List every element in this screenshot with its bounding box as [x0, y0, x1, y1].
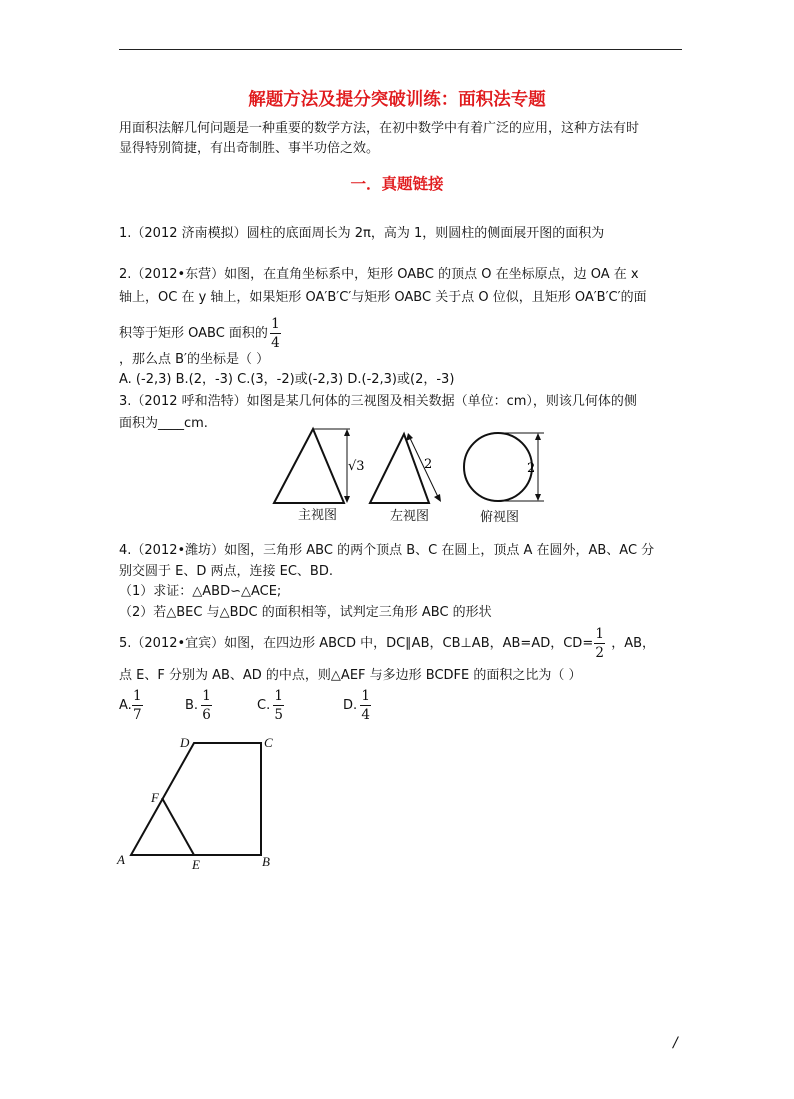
option-a-num: 1 [133, 688, 142, 704]
fraction-bar [270, 333, 281, 334]
page-title: 解题方法及提分突破训练：面积法专题 [248, 90, 546, 110]
point-f-label: F [151, 790, 159, 805]
question-5-line-1-text: 5.（2012•宜宾）如图，在四边形 ABCD 中，DC∥AB，CB⊥AB，AB=AD，CD= [119, 635, 594, 651]
question-2-tail: ，那么点 B′的坐标是（ ） [119, 352, 270, 367]
segment-ef [162, 798, 194, 855]
fraction-bar [132, 705, 143, 706]
header-rule [119, 49, 682, 50]
option-c [257, 688, 343, 723]
side-view-caption: 左视图 [390, 509, 430, 524]
point-b-label: B [262, 854, 270, 869]
top-view-circle [464, 433, 532, 501]
question-4-part-1: （1）求证：△ABD∽△ACE; [119, 584, 282, 599]
question-3-line-2: 面积为____cm. [119, 416, 208, 431]
question-5-line-2: 点 E、F 分别为 AB、AD 的中点，则△AEF 与多边形 BCDFE 的面积之比为（ ） [119, 668, 582, 683]
option-c-num: 1 [274, 688, 284, 704]
side-view-arrow-top [406, 433, 413, 441]
question-1: 1.（2012 济南模拟）圆柱的底面周长为 2π，高为 1，则圆柱的侧面展开图的面积为 [119, 226, 605, 241]
point-d-label: D [180, 735, 190, 750]
option-d-den: 4 [361, 707, 370, 723]
side-view-dim-label: 2 [424, 457, 433, 472]
question-4-line-2: 别交圆于 E、D 两点，连接 EC、BD. [119, 564, 333, 579]
question-5-line-1-tail: ，AB， [611, 635, 656, 651]
intro-line-2: 显得特别简捷，有出奇制胜、事半功倍之效。 [119, 141, 380, 156]
option-c-label: C. [257, 697, 271, 713]
question-2-line-3 [119, 316, 281, 351]
question-2-options: A. (-2,3) B.(2，-3) C.(3，-2)或(-2,3) D.(-2,3)或(2，-3) [119, 372, 455, 387]
front-view-dim-label: √3 [348, 459, 365, 474]
point-a-label: A [117, 852, 125, 867]
top-view-caption: 俯视图 [480, 510, 520, 525]
intro-line-1: 用面积法解几何问题是一种重要的数学方法，在初中数学中有着广泛的应用，这种方法有时 [119, 121, 640, 136]
option-a [119, 688, 185, 723]
side-view-shape [370, 434, 429, 503]
option-d-num: 1 [361, 688, 370, 704]
page-number: / [673, 1035, 678, 1051]
top-view-dim-label: 2 [527, 461, 536, 476]
fraction-bar [273, 705, 284, 706]
option-c-den: 5 [274, 707, 284, 723]
option-a-label: A. [119, 697, 132, 713]
fraction-bar [594, 643, 605, 644]
front-view-arrow-top [344, 429, 350, 436]
option-a-fraction [132, 688, 143, 723]
fraction-bar [201, 705, 212, 706]
fraction-denominator: 4 [271, 335, 280, 351]
option-b [185, 688, 257, 723]
option-d-fraction [360, 688, 371, 723]
option-a-den: 7 [133, 707, 142, 723]
fraction-denominator: 2 [595, 645, 605, 661]
fraction-numerator: 1 [271, 316, 280, 332]
question-2-line-3-text: 积等于矩形 OABC 面积的 [119, 325, 268, 341]
question-4-line-1: 4.（2012•潍坊）如图，三角形 ABC 的两个顶点 B、C 在圆上，顶点 A 在圆外，AB、AC 分 [119, 543, 655, 558]
point-c-label: C [264, 735, 273, 750]
front-view-shape [274, 429, 344, 503]
fraction-numerator: 1 [595, 626, 605, 642]
question-2-line-2: 轴上，OC 在 y 轴上，如果矩形 OA′B′C′与矩形 OABC 关于点 O 位似，且矩形 OA′B′C′的面 [119, 290, 647, 305]
front-view-arrow-bottom [344, 496, 350, 503]
fraction-bar [360, 705, 371, 706]
fraction-one-half [594, 626, 605, 661]
point-e-label: E [192, 857, 200, 872]
option-b-num: 1 [202, 688, 211, 704]
fraction-one-quarter [270, 316, 281, 351]
question-5-line-1 [119, 626, 655, 661]
option-b-label: B. [185, 697, 199, 713]
question-3-line-1: 3.（2012 呼和浩特）如图是某几何体的三视图及相关数据（单位：cm），则该几何体的侧 [119, 394, 637, 409]
front-view-caption: 主视图 [298, 508, 338, 523]
option-c-fraction [273, 688, 284, 723]
question-2-line-1: 2.（2012•东营）如图，在直角坐标系中，矩形 OABC 的顶点 O 在坐标原点，边 OA 在 x [119, 267, 639, 282]
question-4-part-2: （2）若△BEC 与△BDC 的面积相等，试判定三角形 ABC 的形状 [119, 605, 492, 620]
option-b-fraction [201, 688, 212, 723]
section-heading: 一．真题链接 [350, 175, 444, 193]
question-5-options [119, 688, 371, 723]
option-d [343, 688, 371, 723]
option-b-den: 6 [202, 707, 211, 723]
top-view-arrow-bottom [535, 494, 541, 501]
option-d-label: D. [343, 697, 358, 713]
top-view-arrow-top [535, 433, 541, 440]
